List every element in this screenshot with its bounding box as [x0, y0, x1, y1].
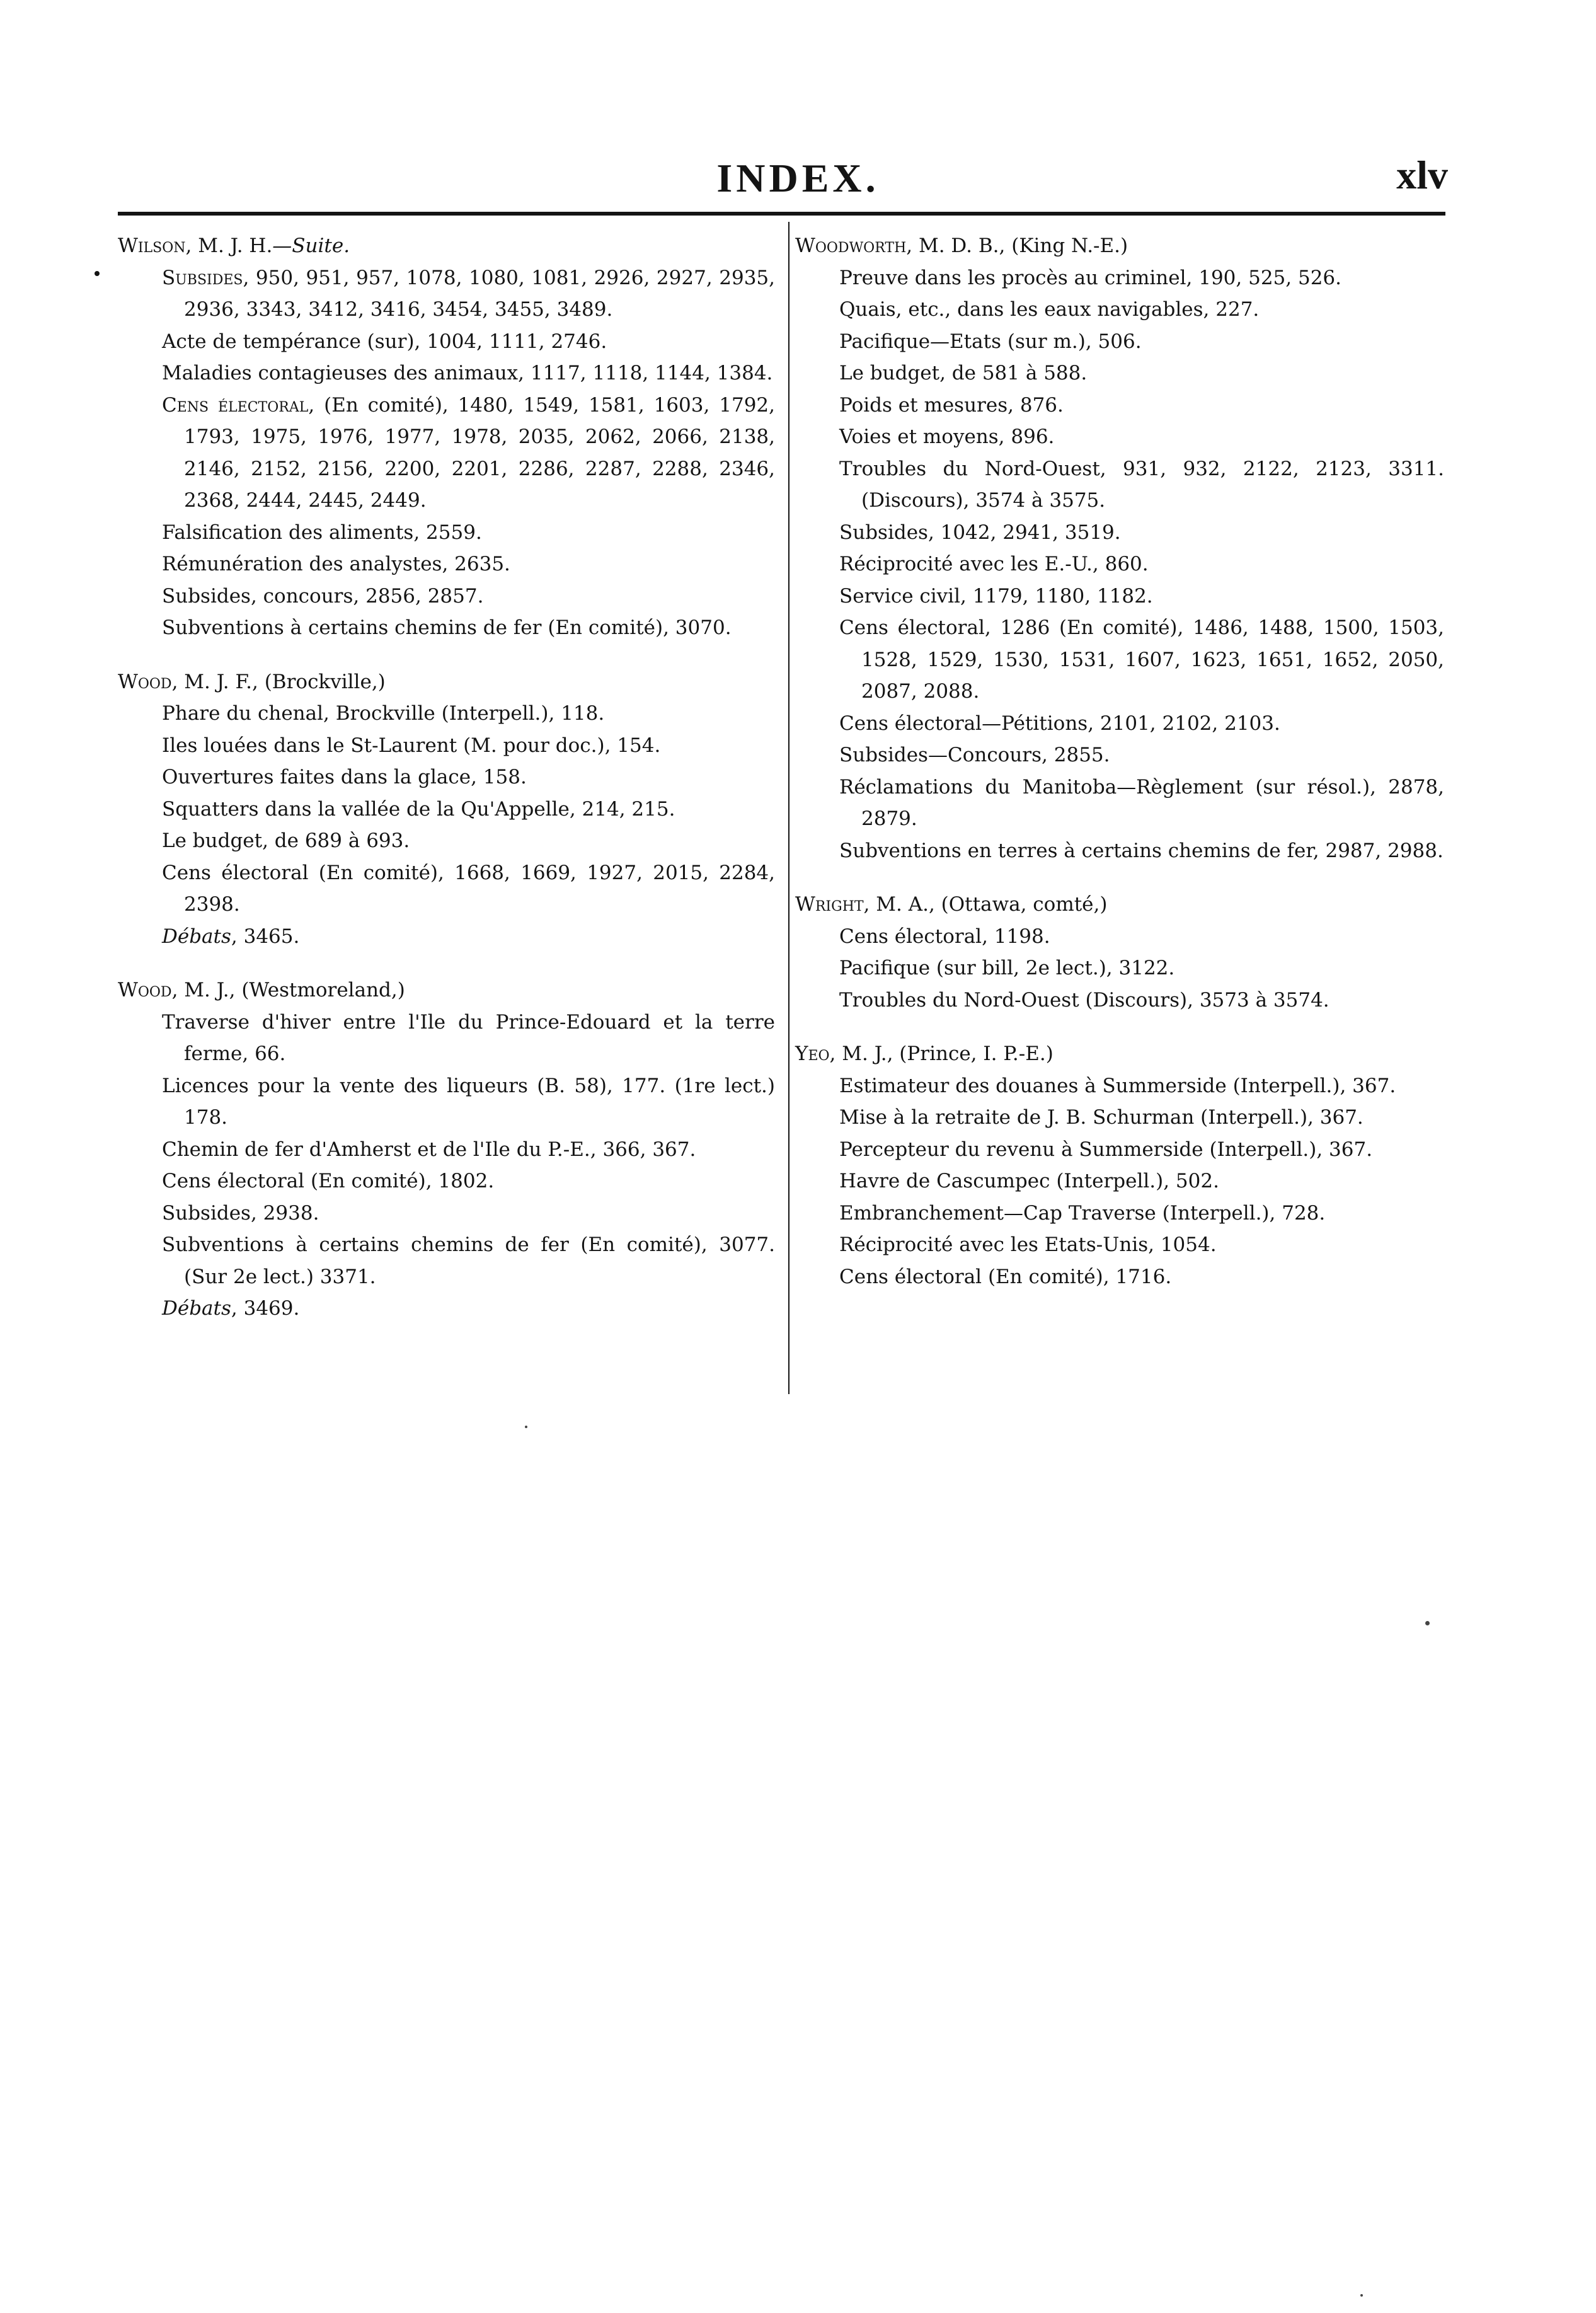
entry-suffix: , (Westmoreland,)	[229, 979, 405, 1001]
subentry-text: Réciprocité avec les E.-U., 860.	[839, 553, 1149, 575]
subentry-text: Embranchement—Cap Traverse (Interpell.), 728.	[839, 1201, 1326, 1225]
index-subentry	[795, 1229, 1444, 1261]
index-subentry	[118, 857, 775, 921]
entry-heading	[118, 666, 775, 698]
index-subentry	[795, 294, 1444, 326]
subentry-text: Estimateur des douanes à Summerside (Interpell.), 367.	[839, 1074, 1396, 1097]
subentry-text: Acte de tempérance (sur), 1004, 1111, 2746.	[162, 330, 607, 353]
subentry-text: Mise à la retraite de J. B. Schurman (Interpell.), 367.	[839, 1106, 1363, 1129]
subentry-text: Traverse d'hiver entre l'Ile du Prince-Edouard et la terre ferme, 66.	[162, 1010, 775, 1065]
subentry-text: Pacifique (sur bill, 2e lect.), 3122.	[839, 957, 1175, 979]
subentry-text: Licences pour la vente des liqueurs (B. 58), 177. (1re lect.) 178.	[162, 1074, 775, 1129]
index-subentry	[118, 1165, 775, 1197]
index-subentry	[118, 548, 775, 580]
index-subentry	[795, 835, 1444, 867]
index-subentry	[795, 739, 1444, 771]
right-column	[795, 230, 1444, 1315]
subentry-text: , 3469.	[231, 1297, 300, 1320]
index-subentry	[118, 1197, 775, 1230]
subentry-text: Maladies contagieuses des animaux, 1117, 1118, 1144, 1384.	[162, 362, 773, 384]
subentry-text: Rémunération des analystes, 2635.	[162, 553, 510, 575]
index-subentry	[118, 580, 775, 613]
entry-suffix: , (Prince, I. P.-E.)	[887, 1042, 1053, 1065]
column-divider	[788, 222, 789, 1394]
index-subentry	[118, 1134, 775, 1166]
member-name: Wood, M. J.	[118, 979, 229, 1001]
subentry-text: Cens électoral (En comité), 1802.	[162, 1170, 495, 1192]
index-entry	[118, 666, 775, 953]
subentry-text: Cens électoral (En comité), 1716.	[839, 1265, 1172, 1288]
index-subentry	[118, 262, 775, 326]
entry-suffix: , (King N.-E.)	[999, 234, 1128, 257]
subentry-text: Le budget, de 689 à 693.	[162, 829, 410, 852]
index-subentry	[795, 548, 1444, 580]
index-entry	[795, 889, 1444, 1016]
subentry-text: Voies et moyens, 896.	[839, 425, 1055, 448]
index-subentry	[795, 952, 1444, 984]
subentry-text: Le budget, de 581 à 588.	[839, 362, 1088, 384]
subentry-text: Subsides—Concours, 2855.	[839, 744, 1110, 766]
index-subentry	[795, 1197, 1444, 1230]
entry-heading	[795, 889, 1444, 921]
entry-heading	[118, 974, 775, 1007]
index-subentry	[118, 1229, 775, 1293]
index-subentry	[118, 793, 775, 826]
index-subentry	[795, 357, 1444, 389]
subentry-text: Squatters dans la vallée de la Qu'Appelle, 214, 215.	[162, 797, 675, 821]
index-subentry	[118, 1070, 775, 1134]
index-subentry	[795, 1165, 1444, 1197]
subentry-text: Réclamations du Manitoba—Règlement (sur résol.), 2878, 2879.	[839, 775, 1444, 830]
subentry-text: Cens électoral, 1198.	[839, 925, 1050, 948]
subentry-text: Subventions en terres à certains chemins de fer, 2987, 2988.	[839, 839, 1444, 862]
subentry-text: Subsides, 2938.	[162, 1201, 319, 1225]
subentry-text: , 3465.	[231, 925, 300, 948]
left-column	[118, 230, 775, 1347]
entry-suffix: —Suite.	[272, 234, 350, 257]
subentry-text: Subsides, 1042, 2941, 3519.	[839, 521, 1121, 544]
index-subentry	[795, 1102, 1444, 1134]
index-entry	[118, 974, 775, 1325]
subentry-text: Preuve dans les procès au criminel, 190, 525, 526.	[839, 266, 1341, 289]
print-speck	[525, 1426, 527, 1428]
index-subentry	[795, 708, 1444, 740]
header-rule	[118, 212, 1445, 216]
subentry-text: Subventions à certains chemins de fer (En comité), 3070.	[162, 616, 732, 639]
subentry-text: , 950, 951, 957, 1078, 1080, 1081, 2926, 2927, 2935, 2936, 3343, 3412, 3416, 3454, 3455, 3489.	[184, 266, 775, 321]
margin-bullet-mark	[95, 271, 100, 276]
subentry-label: Débats	[162, 925, 231, 948]
member-name: Wilson, M. J. H.	[118, 234, 273, 257]
index-subentry	[118, 825, 775, 857]
subentry-text: Quais, etc., dans les eaux navigables, 227.	[839, 298, 1260, 321]
index-subentry	[118, 698, 775, 730]
subentry-text: Réciprocité avec les Etats-Unis, 1054.	[839, 1233, 1217, 1256]
entry-suffix: , (Brockville,)	[252, 670, 386, 693]
member-name: Wright, M. A.	[795, 893, 929, 916]
member-name: Woodworth, M. D. B.	[795, 234, 999, 257]
entry-heading	[795, 230, 1444, 262]
index-subentry	[795, 421, 1444, 453]
index-subentry	[795, 1134, 1444, 1166]
index-subentry	[118, 326, 775, 358]
subentry-text: Pacifique—Etats (sur m.), 506.	[839, 330, 1142, 353]
member-name: Wood, M. J. F.	[118, 670, 252, 693]
subentry-text: Ouvertures faites dans la glace, 158.	[162, 766, 527, 788]
subentry-text: Troubles du Nord-Ouest (Discours), 3573 à 3574.	[839, 988, 1329, 1012]
index-entry	[118, 230, 775, 644]
index-subentry	[118, 612, 775, 644]
subentry-text: Iles louées dans le St-Laurent (M. pour doc.), 154.	[162, 734, 661, 757]
index-entry	[795, 1038, 1444, 1293]
index-subentry	[118, 517, 775, 549]
index-subentry	[795, 580, 1444, 613]
subentry-text: Cens électoral, 1286 (En comité), 1486, 1488, 1500, 1503, 1528, 1529, 1530, 1531, 1607, 1623, 1651, 1652, 2050, 2087, 2088.	[839, 616, 1444, 703]
subentry-text: Havre de Cascumpec (Interpell.), 502.	[839, 1170, 1219, 1192]
subentry-text: Chemin de fer d'Amherst et de l'Ile du P.-E., 366, 367.	[162, 1138, 696, 1161]
subentry-label: Cens électoral	[162, 393, 309, 417]
index-subentry	[118, 1007, 775, 1070]
index-entry	[795, 230, 1444, 867]
index-subentry	[118, 921, 775, 953]
print-speck	[1425, 1621, 1430, 1625]
index-subentry	[795, 771, 1444, 835]
index-subentry	[795, 517, 1444, 549]
index-subentry	[795, 984, 1444, 1017]
entry-heading	[118, 230, 775, 262]
index-subentry	[795, 1261, 1444, 1293]
subentry-text: Subsides, concours, 2856, 2857.	[162, 584, 484, 608]
subentry-text: Percepteur du revenu à Summerside (Interpell.), 367.	[839, 1138, 1373, 1161]
page-title: INDEX.	[716, 156, 880, 200]
index-subentry	[795, 326, 1444, 358]
index-subentry	[118, 730, 775, 762]
subentry-text: Falsification des aliments, 2559.	[162, 521, 482, 544]
index-subentry	[795, 453, 1444, 517]
page-number: xlv	[1396, 153, 1448, 197]
subentry-text: Service civil, 1179, 1180, 1182.	[839, 584, 1153, 608]
index-subentry	[118, 761, 775, 793]
member-name: Yeo, M. J.	[795, 1042, 887, 1065]
entry-heading	[795, 1038, 1444, 1070]
index-subentry	[118, 389, 775, 517]
index-subentry	[118, 357, 775, 389]
index-subentry	[795, 389, 1444, 422]
subentry-label: Débats	[162, 1297, 231, 1320]
print-speck	[1360, 2294, 1363, 2297]
index-subentry	[795, 612, 1444, 708]
subentry-text: Poids et mesures, 876.	[839, 393, 1064, 417]
subentry-text: Cens électoral—Pétitions, 2101, 2102, 2103.	[839, 712, 1280, 735]
subentry-text: Troubles du Nord-Ouest, 931, 932, 2122, 2123, 3311. (Discours), 3574 à 3575.	[839, 457, 1444, 512]
subentry-text: , (En comité), 1480, 1549, 1581, 1603, 1792, 1793, 1975, 1976, 1977, 1978, 2035, 2062, 2066, 2138, 2146, 2152, 2156, 2200, 2201, 2286, 2287, 2288, 2346, 2368, 2444, 2445, 2449.	[184, 393, 775, 512]
entry-suffix: , (Ottawa, comté,)	[928, 893, 1108, 916]
subentry-text: Phare du chenal, Brockville (Interpell.), 118.	[162, 702, 605, 725]
index-subentry	[118, 1293, 775, 1325]
index-subentry	[795, 1070, 1444, 1102]
subentry-text: Subventions à certains chemins de fer (En comité), 3077. (Sur 2e lect.) 3371.	[162, 1233, 775, 1288]
index-subentry	[795, 921, 1444, 953]
index-subentry	[795, 262, 1444, 294]
subentry-label: Subsides	[162, 266, 243, 289]
subentry-text: Cens électoral (En comité), 1668, 1669, 1927, 2015, 2284, 2398.	[162, 861, 775, 916]
